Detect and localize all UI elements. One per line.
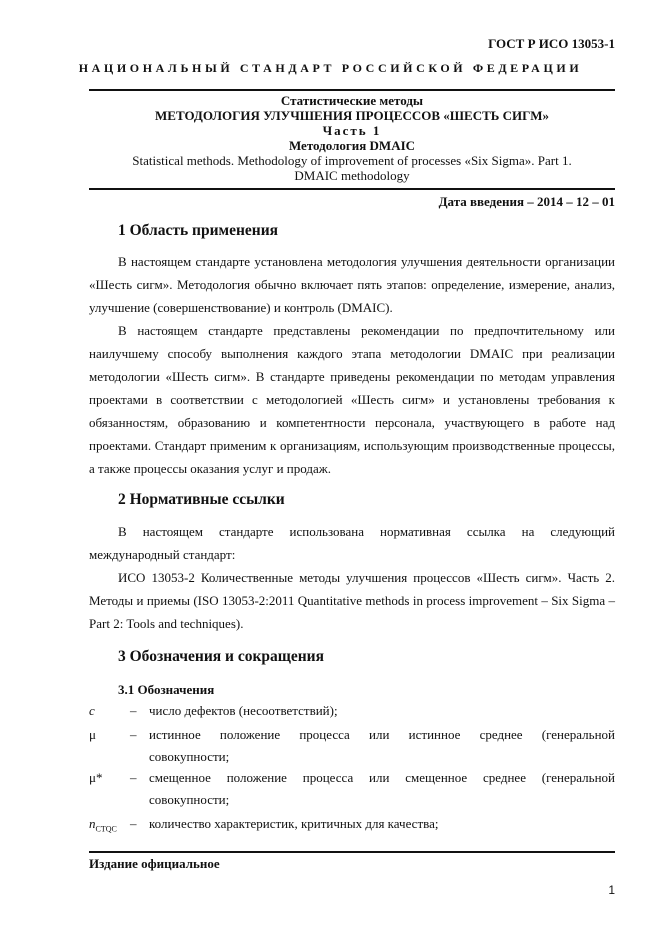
symbol [89,813,117,841]
footer-divider [89,851,615,853]
symbol-description-line-1: смещенное положение процесса или смещенное среднее (генеральной [149,770,615,785]
page-number: 1 [608,883,615,897]
title-line-4: Методология DMAIC [288,138,416,153]
title-english-1: Statistical methods. Methodology of improvement of processes «Six Sigma». Part 1. [132,153,572,168]
section-3-1-heading: 3.1 Обозначения [118,682,215,697]
symbol-description-line-2: совокупности; [149,749,230,764]
document-code: ГОСТ Р ИСО 13053-1 [488,36,615,51]
section-1-paragraph-2: В настоящем стандарте представлены рекомендации по предпочтительному или наилучшему способу выполнения каждого этапа методологии DMAIC при реализации методологии «Шесть сигм». В стандарте приведены рекомендации по методам управления проектами в соответствии с методологией «Шесть сигм» и установлены требования к обязанностям, образованию и компетентности персонала, участвующего в работе над проектами. Стандарт применим к организациям, использующим производственные процессы, а также процессы оказания услуг и продаж. [89,323,615,476]
symbol-description: количество характеристик, критичных для качества; [149,816,439,831]
symbol-description [149,724,615,768]
top-divider [89,89,615,91]
symbol: c [89,703,95,718]
title-line-2: МЕТОДОЛОГИЯ УЛУЧШЕНИЯ ПРОЦЕССОВ «ШЕСТЬ СИГМ» [155,108,549,123]
symbol-dash: – [130,816,137,831]
symbol-dash: – [130,703,137,718]
section-2-paragraph-1: В настоящем стандарте использована нормативная ссылка на следующий международный стандарт: [89,524,615,562]
title-part: Часть 1 [322,123,382,138]
symbol-description: число дефектов (несоответствий); [149,703,338,718]
symbol-description-line-2: совокупности; [149,792,230,807]
section-2-heading: 2 Нормативные ссылки [118,491,285,508]
section-2-paragraph-2: ИСО 13053-2 Количественные методы улучшения процессов «Шесть сигм». Часть 2. Методы и приемы (ISO 13053-2:2011 Quantitative methods in process improvement – Six Sigma – Part 2: Tools and techniques). [89,570,615,631]
title-divider [89,188,615,190]
symbol: μ* [89,770,103,785]
symbol-description [149,767,615,811]
title-line-1: Статистические методы [280,93,424,108]
section-1-paragraph-1: В настоящем стандарте установлена методология улучшения деятельности организации «Шесть сигм». Методология обычно включает пять этапов: определение, измерение, анализ, улучшение (совершенствование) и контроль (DMAIC). [89,254,615,315]
title-block [89,93,615,183]
title-english-2: DMAIC methodology [294,168,410,183]
symbol-dash: – [130,727,137,742]
intro-date: Дата введения – 2014 – 12 – 01 [438,194,615,209]
national-standard-heading: НАЦИОНАЛЬНЫЙ СТАНДАРТ РОССИЙСКОЙ ФЕДЕРАЦИИ [78,61,583,75]
symbol-dash: – [130,770,137,785]
symbol: μ [89,727,96,742]
symbol-letter: n [89,816,96,831]
section-1-heading: 1 Область применения [118,222,279,239]
edition-label: Издание официальное [89,856,220,871]
section-3-heading: 3 Обозначения и сокращения [118,648,324,665]
symbol-subscript: CTQC [95,824,117,834]
symbol-description-line-1: истинное положение процесса или истинное среднее (генеральной [149,727,615,742]
